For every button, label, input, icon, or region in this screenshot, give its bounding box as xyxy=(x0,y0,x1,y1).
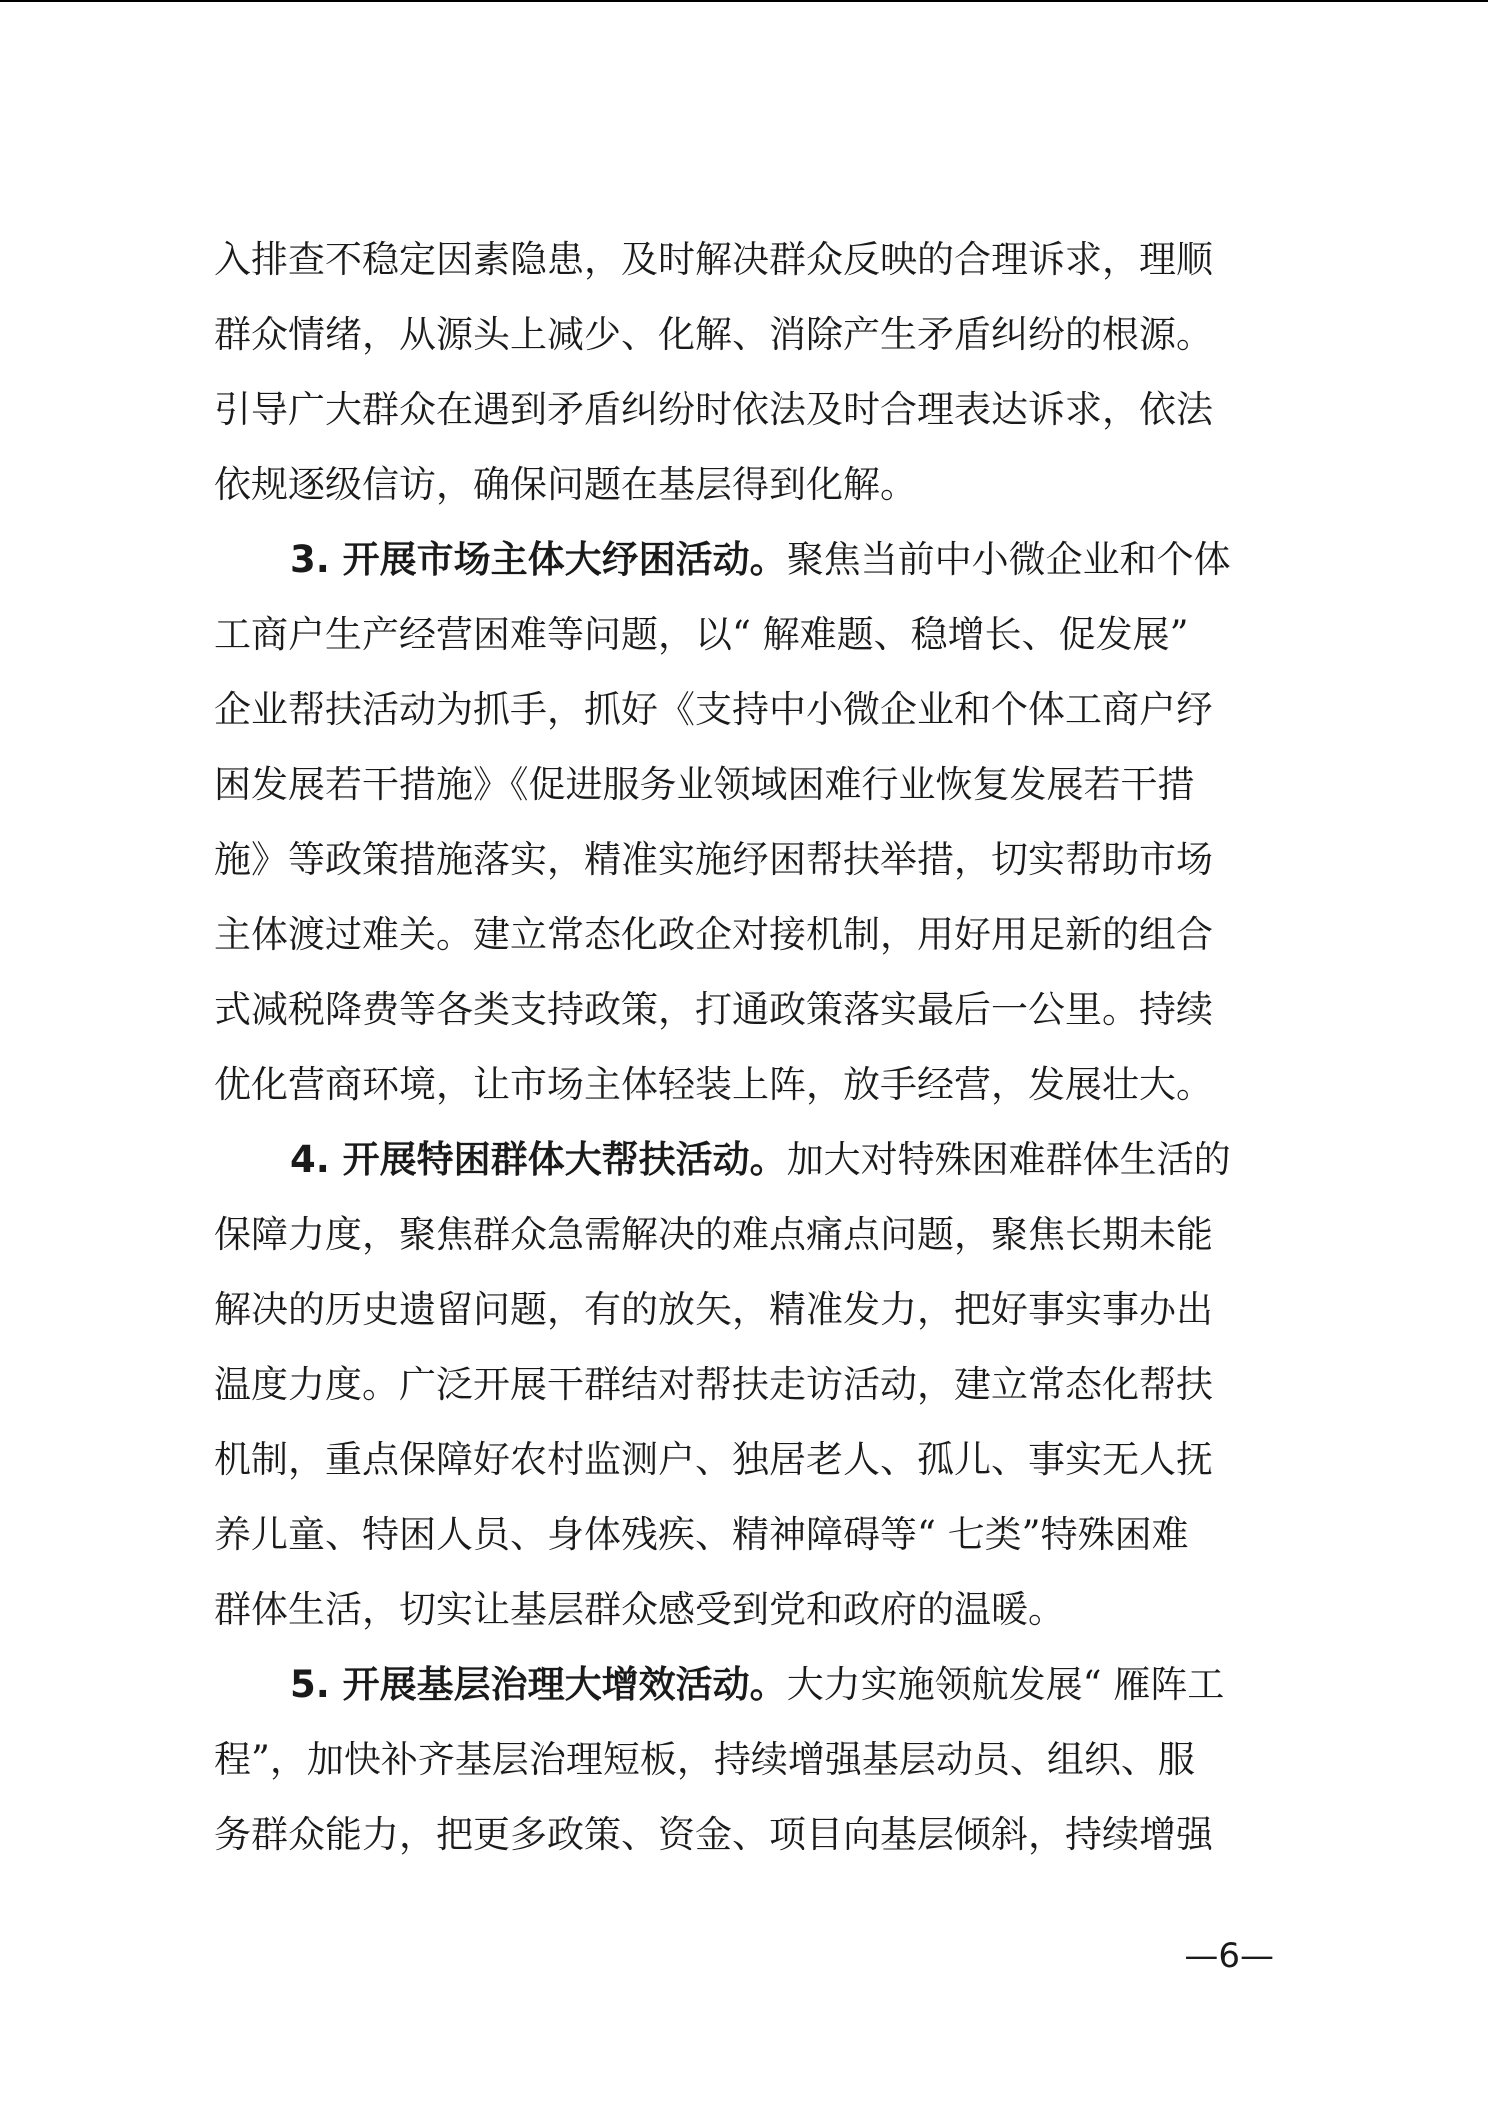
text-line: 工商户生产经营困难等问题，以“ 解难题、稳增长、促发展” xyxy=(214,613,1189,656)
text-run: 大力实施领航发展“ 雁阵工 xyxy=(786,1663,1225,1706)
paragraph-continuation xyxy=(214,222,1274,522)
item-5-heading: 5. 开展基层治理大增效活动。 xyxy=(290,1663,787,1706)
item-4-heading: 4. 开展特困群体大帮扶活动。 xyxy=(290,1138,787,1181)
text-line: 群众情绪，从源头上减少、化解、消除产生矛盾纠纷的根源。 xyxy=(214,313,1213,356)
text-line: 程”，加快补齐基层治理短板，持续增强基层动员、组织、服 xyxy=(214,1738,1195,1781)
text-line: 机制，重点保障好农村监测户、独居老人、孤儿、事实无人抚 xyxy=(214,1438,1213,1481)
text-run: 加大对特殊困难群体生活的 xyxy=(786,1138,1231,1181)
text-line: 困发展若干措施》《促进服务业领域困难行业恢复发展若干措 xyxy=(214,763,1195,806)
text-line: 保障力度，聚焦群众急需解决的难点痛点问题，聚焦长期未能 xyxy=(214,1213,1213,1256)
text-line: 主体渡过难关。建立常态化政企对接机制，用好用足新的组合 xyxy=(214,913,1213,956)
paragraph-item-3 xyxy=(214,522,1274,1122)
text-line: 企业帮扶活动为抓手，抓好《支持中小微企业和个体工商户纾 xyxy=(214,688,1213,731)
paragraph-first-line xyxy=(214,1647,1274,1722)
item-3-heading: 3. 开展市场主体大纾困活动。 xyxy=(290,538,787,581)
paragraph-item-4 xyxy=(214,1122,1274,1647)
text-line: 务群众能力，把更多政策、资金、项目向基层倾斜，持续增强 xyxy=(214,1813,1213,1856)
paragraph-item-5 xyxy=(214,1647,1274,1872)
text-run: 聚焦当前中小微企业和个体 xyxy=(786,538,1231,581)
text-line: 养儿童、特困人员、身体残疾、精神障碍等“ 七类”特殊困难 xyxy=(214,1513,1189,1556)
page-number: —6— xyxy=(1184,1936,1274,1976)
paragraph-first-line xyxy=(214,522,1274,597)
top-border-rule xyxy=(0,0,1488,2)
text-line: 式减税降费等各类支持政策，打通政策落实最后一公里。持续 xyxy=(214,988,1213,1031)
text-line: 解决的历史遗留问题，有的放矢，精准发力，把好事实事办出 xyxy=(214,1288,1213,1331)
text-line: 优化营商环境，让市场主体轻装上阵，放手经营，发展壮大。 xyxy=(214,1063,1213,1106)
document-body xyxy=(214,222,1274,1872)
paragraph-first-line xyxy=(214,1122,1274,1197)
text-line: 施》等政策措施落实，精准实施纾困帮扶举措，切实帮助市场 xyxy=(214,838,1213,881)
text-line: 依规逐级信访，确保问题在基层得到化解。 xyxy=(214,463,917,506)
text-line: 温度力度。广泛开展干群结对帮扶走访活动，建立常态化帮扶 xyxy=(214,1363,1213,1406)
text-line: 引导广大群众在遇到矛盾纠纷时依法及时合理表达诉求，依法 xyxy=(214,388,1213,431)
text-line: 入排查不稳定因素隐患，及时解决群众反映的合理诉求，理顺 xyxy=(214,238,1213,281)
text-line: 群体生活，切实让基层群众感受到党和政府的温暖。 xyxy=(214,1588,1065,1631)
